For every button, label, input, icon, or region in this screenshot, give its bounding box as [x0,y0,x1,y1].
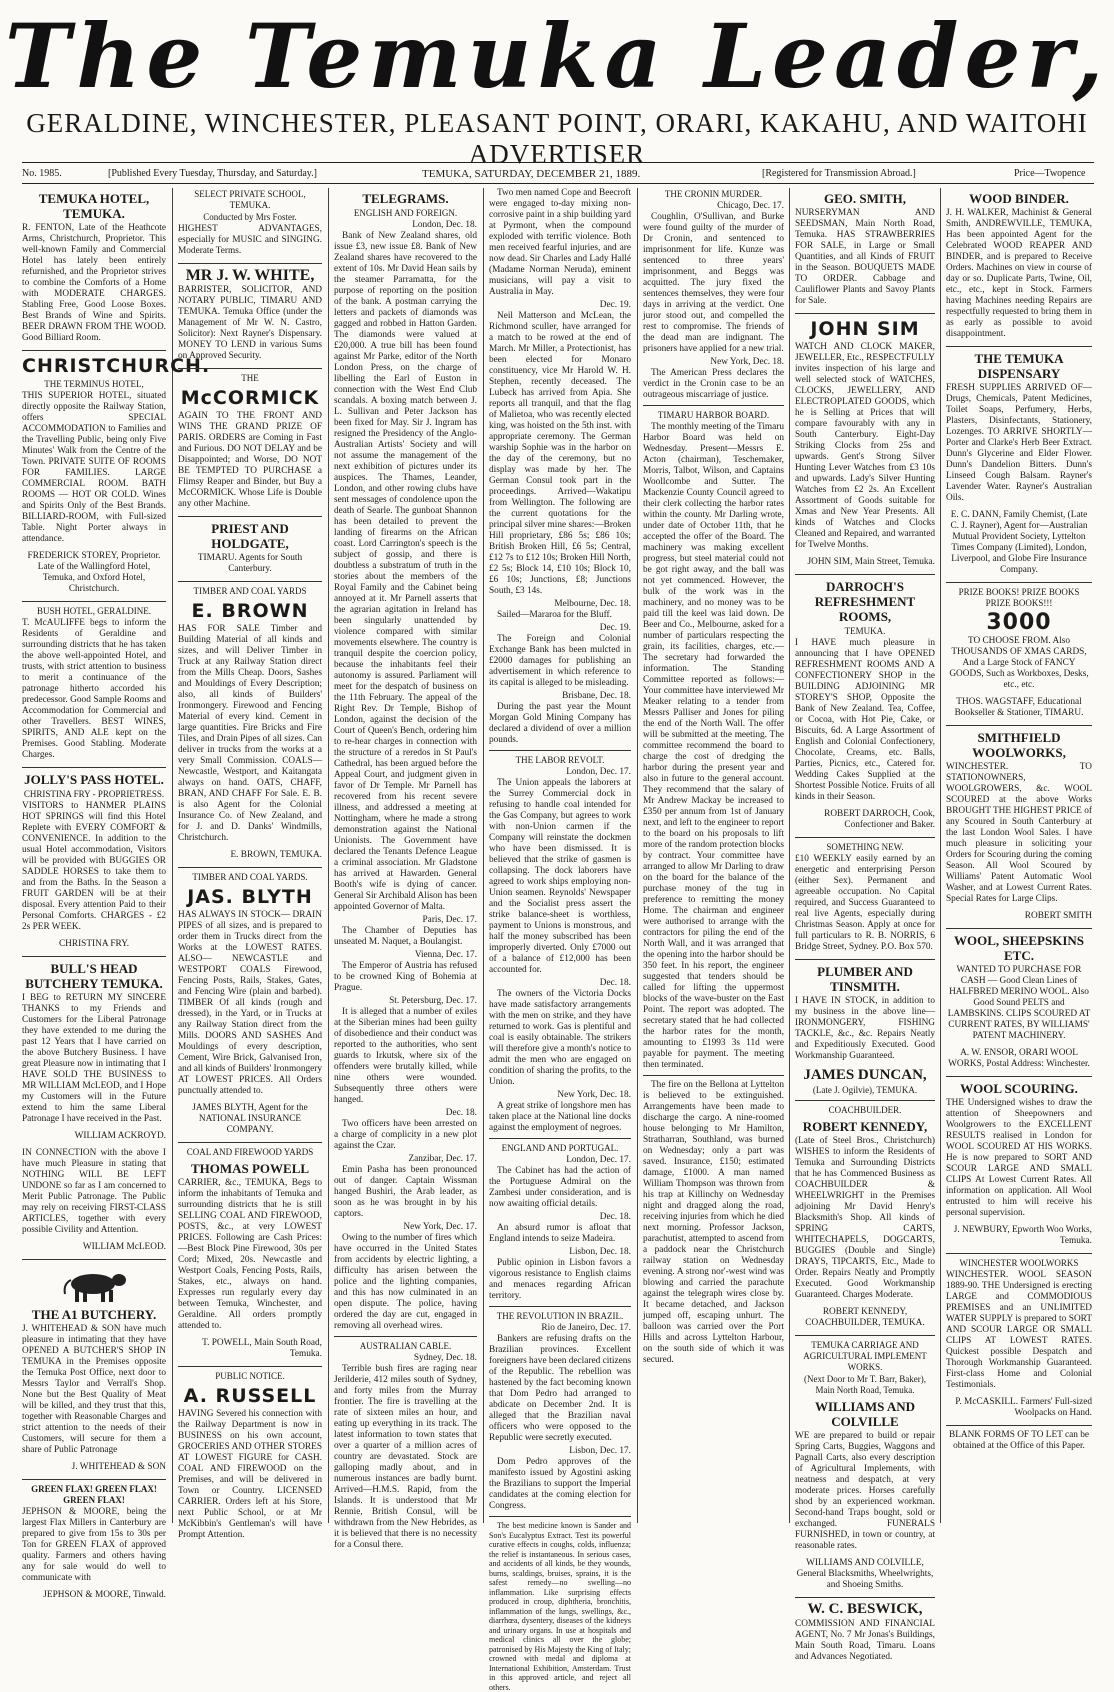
ad-heading: JOLLY'S PASS HOTEL. [24,772,164,787]
news-paragraph: Two men named Cope and Beecroft were engaged to-day mixing non-corrosive paint in a ship building yard at Pyrmont, when the compound exploded with terrific violence. Both men received fearful injuries, and are now dead. Sir Charles and Lady Hallé (Madame Norman Neruda), eminent musicians, will pay a visit to Australia in May. [489,188,631,297]
divider [178,867,322,868]
column-7 [946,188,1092,1523]
ad-signature: J. WHITEHEAD & SON [71,1462,166,1472]
ad-body: HIGHEST ADVANTAGES, especially for MUSIC and SINGING. Moderate Terms. [178,224,322,256]
ad-body: WE are prepared to build or repair Spring Carts, Buggies, Waggons and Pagnall Carts, also every description of Agricultural Implements, with neatness and despatch, at very moderate prices. Horses carefully shod by an experienced workman. Second-hand Traps bought, sold or exchanged. FUNERALS FURNISHED, in town or country, at reasonable rates. [795,1431,935,1551]
ad-body: THE Undersigned wishes to draw the attention of Sheepowners and Woolgrowers to the EXCELLENT RESULTS realised in London for WOOL SCOURED AT HIS WORKS. He is now prepared to SORT AND SCOUR LARGE AND SMALL CLIPS At Lowest Current Rates. All information on application. All Wool entrusted to him will receive his personal supervision. [946,1098,1092,1218]
ad-signature: ROBERT SMITH [1024,911,1092,921]
ad-body: HAVING Severed his connection with the Railway Department is now in BUSINESS on his own account, GROCERIES AND OTHER STORES AT LOWEST FIGURE for CASH. COAL AND FIREWOOD on the Premises, and will be delivered in Town or Country. LICENSED CARRIER. Orders left at his Store, next Public School, or at Mr McKibbin's Gentleman's will have Prompt Attention. [178,1409,322,1540]
divider [22,350,166,351]
dateline-entry: Lisbon, Dec. 18. [569,1247,631,1257]
ad-heading: WOOD BINDER. [969,191,1069,206]
column-5 [643,188,784,1523]
divider [946,346,1092,347]
dateline [22,166,1094,182]
dateline-entry: New York, Dec. 18. [710,357,784,367]
publication-schedule: [Published Every Tuesday, Thursday, and Saturday.] [108,168,317,179]
ad-body: NURSERYMAN AND SEEDSMAN, Main North Road, Temuka. HAS STRAWBERRIES FOR SALE, in Large or Small Quantities, and all Kinds of FRUIT in the Season. BOUQUETS MADE TO ORDER. Cabbage and Cauliflower Plants and Savoy Plants for Sale. [795,208,935,306]
dateline-entry: Rio de Janeiro, Dec. 17. [541,1323,631,1333]
news-paragraph: A great strike of longshore men has taken place at the National line docks against the employment of negroes. [489,1101,631,1133]
divider [22,1479,166,1480]
ad-heading: THE TEMUKA DISPENSARY [974,351,1064,381]
ad-heading: SMITHFIELD WOOLWORKS, [972,730,1066,760]
column-rule [637,188,638,1523]
column-rule [172,188,173,1523]
ad-heading: TEMUKA CARRIAGE AND AGRICULTURAL IMPLEMENT WORKS. [803,1340,927,1372]
ad-signature: JOHN SIM, Main Street, Temuka. [807,557,935,567]
ad-name: A. RUSSELL [183,1385,317,1407]
dateline-entry: Chicago, Dec. 17. [717,201,784,211]
news-paragraph: It is alleged that a number of exiles at the Siberian mines had been guilty of disobedience and their conduct was reported to the authorities, who sent guards to Irkutsk, where six of the offenders were brutally killed, while nine others were wounded. Subsequently three others were hanged. [334,1007,477,1105]
divider [643,405,784,406]
registration-note: [Registered for Transmission Abroad.] [762,168,916,179]
news-paragraph: The owners of the Victoria Docks have made satisfactory arrangements with the men on strike, and they have returned to work. Gas is plentiful and coal is easily obtainable. The strikers will therefore give a month's notice to admit the men who are engaged on condition of sharing the profits, to the Union. [489,989,631,1087]
ad-heading: W. C. BESWICK, [807,1601,923,1617]
ad-signature: P. McCASKILL. Farmers' Full-sized Woolpacks on Hand. [955,1397,1092,1418]
ad-name: JAMES DUNCAN, [803,1067,927,1083]
ad-subheading: THE TERMINUS HOTEL, [44,379,144,389]
ad-body: TO CHOOSE FROM. Also THOUSANDS OF XMAS CARDS, And a Large Stock of FANCY GOODS, Such as Workboxes, Desks, etc., etc. [949,636,1089,690]
ad-number: 3000 [986,610,1052,635]
ad-signature: JEPHSON & MOORE, Tinwald. [43,1590,166,1600]
dateline-entry: New York, Dec. 18. [557,1090,631,1100]
ad-signature: ROBERT DARROCH, Cook, Confectioner and Baker. [824,809,935,830]
divider [178,516,322,517]
ad-subheading: Conducted by Mrs Foster. [203,212,297,222]
news-paragraph: The best medicine known is Sander and Son's Eucalyptus Extract. Test its powerful curative effects in coughs, colds, influenza; the relief is instantaneous. In serious cases, and accidents of all kinds, be they wounds, burns, scaldings, bruises, sprains, it is the safest remedy—no swelling—no inflammation. Like surprising effects produced in croup, diphtheria, bronchitis, inflammation of the lungs, swellings, &c., diarrhœa, dysentery, diseases of the kidneys and urinary organs. In use at hospitals and medical clinics all over the globe; patronised by His Majesty the King of Italy; crowned with medal and diploma at International Exhibition, Amsterdam. Trust in this approved article, and reject all others. [489,1521,631,1692]
ad-body: WINCHESTER. TO STATIONOWNERS, WOOLGROWERS, &c. WOOL SCOURED at the above Works BROUGHT THE HIGHEST PRICE of any Scoured in South Canterbury at the last London Wool Sales. I have much pleasure in soliciting your Orders for Scouring during the coming Season. All Wool Scoured by Williams' Patent Automatic Wool Washer, and at Lowest Current Rates. Special Rates for Large Clips. [946,762,1092,904]
ad-subheading: TEMUKA. [844,626,886,636]
news-paragraph: The monthly meeting of the Timaru Harbor Board was held on Wednesday. Present—Messrs E. Acton (chairman), Teschemaker, Morris, Talbot, Wilson, and Captains Woollcombe and Sutter. The Mackenzie County Council agreed to their clerk collecting the harbor rates within the county. Mr Darling wrote, under date of October 11th, that he accepted the offer of the Board. The machinery was making excellent progress, but steel material could not be got right away, and the ball was not yet commenced. However, the bulk of the work was in the machinery, and no money was to be paid till the keel was laid down. De Beer and Co., Melbourne, asked for a number of particulars respecting the grain, its facilities, charges, etc.—The secretary had forwarded the information. The Standing Committee reported as follows:—Your committee have interviewed Mr Meaker relating to a tender from Messrs Palliser and Jones for piling the end of the North Wall. The offer will be submitted at the meeting. The committee recommend the board to charge the cost of dredging the harbor during the present year and also in future to the general account. They recommend that the salary of Mr Andrew Mackay be increased to £350 per annum from 1st of January next, and left to the engineer to report to the board on his proposals to lift more of the random protection blocks by contract. Your committee have arranged to allow Mr Darling to draw on the board for the balance of the purchase money of the tug in preference to remitting the money Home. The chairman and engineer were authorised to arrange with the contractors for piling the end of the North Wall, and it was arranged that the opening into the harbor should be 350 feet. In his report, the engineer suggested that tenders should be called for lifting the uppermost blocks of the wave-buster on the East Point. The report was adopted. The secretary stated that he had collected the harbor rates for the month, amounting to £1993 3s 11d were payable for payment. The meeting then terminated. [643,422,784,1070]
ad-heading: PRIEST AND HOLDGATE, [211,521,289,551]
ad-body: AGAIN TO THE FRONT AND WINS THE GRAND PRIZE OF PARIS. ORDERS are Coming in Fast and Furious. DO NOT DELAY and be Disappointed; and Worse, DO NOT BE TEMPTED TO PURCHASE a Flimsy Reaper and Binder, but Buy a McCORMICK. Whose Life is Double any other Machine. [178,411,322,509]
ad-heading: BUSH HOTEL, GERALDINE. [37,606,151,616]
price: Price—Twopence [1014,168,1086,179]
news-paragraph: Public opinion in Lisbon favors a vigorous resistance to English claims and menaces regarding African territory. [489,1258,631,1301]
ad-heading: DARROCH'S REFRESHMENT ROOMS, [814,579,916,624]
ad-signature: ROBERT KENNEDY, COACHBUILDER, TEMUKA. [805,1307,925,1328]
column-6 [795,188,935,1662]
dateline-entry: St. Petersburg, Dec. 17. [389,996,477,1006]
ad-name: THOMAS POWELL [190,1161,310,1176]
ad-signature: E. C. DANN, Family Chemist, (Late C. J. Rayner), Agent for—Australian Mutual Provident Society, Lyttelton Times Company (Limited), London, Liverpool, and Globe Fire Insurance Company. [950,510,1088,575]
news-paragraph: The American Press declares the verdict in the Cronin case to be an outrageous miscarriage of justice. [643,368,784,400]
news-paragraph: The Emperor of Austria has refused to be crowned King of Bohemia at Prague. [334,961,477,993]
section-heading: TELEGRAMS. [362,191,449,206]
column-1 [22,188,211,1600]
section-subheading: ENGLISH AND FOREIGN. [353,208,458,218]
dateline-rule [22,183,1094,184]
ad-heading: WINCHESTER WOOLWORKS [959,1258,1079,1268]
ad-name: ROBERT KENNEDY, [802,1119,928,1134]
section-heading: ENGLAND AND PORTUGAL. [501,1143,619,1153]
ad-heading: THE A1 BUTCHERY. [31,1307,157,1322]
ad-heading: WOOL, SHEEPSKINS ETC. [953,933,1085,963]
news-paragraph: Owing to the number of fires which have occurred in the United States from accidents by electric lighting, a difficulty has arisen between the police and the lighting companies, and this has now culminated in an open dispute. The police, having ordered the day are cut, engaged in removing all overhead wires. [334,1233,477,1331]
news-paragraph: The Chamber of Deputies has unseated M. Naquet, a Boulangist. [334,926,477,947]
dateline-entry: New York, Dec. 17. [403,1222,477,1232]
ad-body: CARRIER, &c., TEMUKA, Begs to inform the inhabitants of Temuka and surrounding districts that he is still SELLING COAL AND FIREWOOD, POSTS, &c., at very LOWEST PRICES. Following are Cash Prices:—Best Block Pine Firewood, 30s per Cord; Mixed, 20s. Newcastle and Westport Coals, Fencing Posts, Rails, Stakes, etc., always on hand. Expresses run regularly every day between Temuka, Winchester, and Geraldine. All orders promptly attended to. [178,1178,322,1331]
dateline-entry: London, Dec. 18. [412,220,477,230]
ad-body: BARRISTER, SOLICITOR, AND NOTARY PUBLIC, TIMARU AND TEMUKA. Temuka Office (under the Management of Mr W. N. Castro, Solicitor): Next Rayner's Dispensary. MONEY TO LEND in various Sums on Approved Security. [178,285,322,361]
ad-body: HAS ALWAYS IN STOCK— DRAIN PIPES of all sizes, and is prepared to order them in Trucks direct from the Works at the LOWEST RATES. ALSO— NEWCASTLE and WESTPORT COALS Firewood, Fencing Posts, Rails, Stakes, Gates, and Fencing Wire (plain and barbed). TIMBER Of all kinds (rough and dressed), in the Yard, or in Trucks at any Railway Station direct from the Mills. DOORS AND SASHES And Mouldings of every description, Cement, Wire Brick, Galvanised Iron, and all kinds of Builders' Ironmongery AT LOWEST PRICES. All Orders punctually attended to. [178,910,322,1096]
ad-heading: WOOL SCOURING. [960,1081,1078,1096]
divider [795,837,935,838]
dateline-entry: Sydney, Dec. 18. [413,1353,477,1363]
ad-signature: FREDERICK STOREY, Proprietor. Late of the Wallingford Hotel, Temuka, and Oxford Hotel, Christchurch. [27,551,161,594]
dateline-entry: Vienna, Dec. 17. [414,950,477,960]
ad-body: WATCH AND CLOCK MAKER, JEWELLER, Etc., RESPECTFULLY invites inspection of his large and well selected stock of WATCHES, CLOCKS, JEWELLERY, AND ELECTROPLATED GOODS, which he is Selling at Prices that will compare favourably with any in South Canterbury. Eight-Day Striking Clocks from 25s and upwards. Gent's Strong Silver Hunting Lever Watches from £3 10s and upwards. Lady's Silver Hunting Watches from £2 2s. An Excellent Assortment of Goods suitable for Xmas and New Year Presents. All kinds of Watches and Clocks Cleaned and Repaired, and warranted for Twelve Months. [795,342,935,550]
ad-heading: MR J. W. WHITE, [185,267,315,284]
section-heading: TIMARU HARBOR BOARD. [657,410,770,420]
ad-heading: SELECT PRIVATE SCHOOL, TEMUKA. [194,189,306,210]
newspaper-title: The Temuka Leader, [4,4,1110,108]
divider [22,601,166,602]
ad-body: I HAVE IN STOCK, in addition to my business in the above line—IRONMONGERY, FISHING TACKLE, &c., &c. Repairs Neatly and Expeditiously Executed. Good Workmanship Guaranteed. [795,996,935,1061]
news-paragraph: Coughlin, O'Sullivan, and Burke were found guilty of the murder of Dr Cronin, and sentenced to imprisonment for life. Kunze was sentenced to three years' imprisonment, and Beggs was acquitted. The jury fixed the sentences themselves, they were four days in arriving at the verdict. One juror stood out, and compelled the rest to compromise. The friends of the dead man are indignant. The prisoners have applied for a new trial. [643,212,784,354]
column-3 [334,188,477,1550]
divider [946,928,1092,929]
ad-heading: PUBLIC NOTICE. [215,1371,285,1381]
issue-number: No. 1985. [22,168,62,179]
ad-body: IN CONNECTION with the above I have much Pleasure in stating that NOTHING WILL BE LEFT UNDONE so far as I am concerned to Merit Public Patronage. The Public may rely on receiving FIRST-CLASS ARTICLES, together with every possible Civility and Attention. [22,1148,166,1235]
divider [489,750,631,751]
ad-signature: J. NEWBURY, Epworth Woo Works, Temuka. [953,1225,1092,1246]
divider [178,368,322,369]
ad-body: VISITORS to HANMER PLAINS HOT SPRINGS will find this Hotel Replete with EVERY COMFORT & CONVENIENCE. In addition to the usual Hotel accommodation, Visitors will be provided with BUGGIES OR SADDLE HORSES to take them to and from the Baths. In the Season a FRUIT GARDEN will be at their disposal. Every attention Paid to their Personal Comforts. CHARGES - £2 2s PER WEEK. [22,801,166,932]
divider [334,1336,477,1337]
dateline-entry: Dec. 18. [599,978,631,988]
top-rule [22,162,1094,163]
divider [946,1425,1092,1426]
ad-body: HAS FOR SALE Timber and Building Material of all kinds and sizes, and will Deliver Timber in Truck at any Railway Station direct from the Mills Cheap. Doors, Sashes and Mouldings of Every Description; also, all kinds of Builders' Ironmongery. Firewood and Fencing Material of every kind. Cement in large quantities. Fire Bricks and Fire Tiles, and Drain Pipes of all sizes. Can deliver in trucks from the works at a very Small Commission. COALS—Newcastle, Westport, and Kaitangata always on hand. OATS, CHAFF, BRAN, AND CHAFF For Sale. E. B. is also Agent for the Colonial Insurance Co. of New Zealand, and for J. and D. Danks' Windmills, Christchurch. [178,624,323,843]
ad-heading: COAL AND FIREWOOD YARDS [186,1147,314,1157]
column-2 [178,188,323,1540]
ad-heading: BULL'S HEAD BUTCHERY TEMUKA. [25,961,163,991]
ad-signature: THOS. WAGSTAFF, Educational Bookseller & Stationer, TIMARU. [954,697,1084,718]
section-heading: THE LABOR REVOLT. [515,755,605,765]
column-rule [483,188,484,1523]
divider [795,1335,935,1336]
column-rule [940,188,941,1523]
divider [178,1366,322,1367]
dateline-entry: London, Dec. 17. [566,1155,631,1165]
ad-body: WINCHESTER. WOOL SEASON 1889-90. THE Undersigned is erecting LARGE and COMMODIOUS PREMISES and an UNLIMITED WATER SUPPLY is prepared to SORT AND SCOUR LARGE OR SMALL CLIPS AT LOWEST RATES. Quickest possible Despatch and Thorough Workmanship Guaranteed. First-class Home and Colonial Testimonials. [946,1270,1092,1390]
column-rule [328,188,329,1523]
divider [22,1259,166,1260]
divider [178,581,322,582]
dateline-entry: Dec. 18. [599,1212,631,1222]
ad-body: R. FENTON, Late of the Heathcote Arms, Christchurch, Proprietor. This well-known Family and Commercial Hotel has lately been entirely refurnished, and the Proprietor strives to combine the Comforts of a Home with MODERATE CHARGES. Stabling Free, Good Loose Boxes. Best Brands of Wine and Spirits. BEER DRAWN FROM THE WOOD. Good Billiard Room. [22,223,166,343]
ad-heading: TIMBER AND COAL YARDS. [192,872,308,882]
divider [795,959,935,960]
dateline-entry: Dec. 19. [599,300,631,310]
ad-heading: TEMUKA HOTEL, TEMUKA. [38,191,150,221]
ad-body: COMMISSION AND FINANCIAL AGENT, No. 7 Mr Jonas's Buildings, Main South Road, Timaru. Loans and Advances Negotiated. [795,1619,935,1662]
ad-signature: T. POWELL, Main South Road, Temuka. [202,1338,322,1359]
news-paragraph: Sailed—Mararoa for the Bluff. [497,610,612,620]
ad-name: JAS. BLYTH [187,886,313,908]
news-paragraph: Bankers are refusing drafts on the Brazilian provinces. Excellent foreigners have been declared citizens of the Republic. The rebellion was hastened by the fact becoming known that Dom Pedro had arranged to abdicate on December 2nd. It is alleged that the Brazilian naval officers who were opposed to the Republic were secretly executed. [489,1334,631,1443]
ad-heading: GREEN FLAX! GREEN FLAX! GREEN FLAX! [31,1484,157,1505]
ad-body: TIMARU. Agents for South Canterbury. [197,553,303,574]
issue-date: TEMUKA, SATURDAY, DECEMBER 21, 1889. [422,168,641,180]
ad-subheading: (Next Door to Mr T. Barr, Baker), Main North Road, Temuka. [803,1374,927,1395]
ad-subheading: CHRISTINA FRY - PROPRIETRESS. [23,789,165,799]
divider [489,1516,631,1517]
divider [795,574,935,575]
ad-signature: A. W. ENSOR, ORARI WOOL WORKS, Postal Address: Winchester. [948,1048,1090,1069]
news-paragraph: The Cabinet has had the action of the Portuguese Admiral on the Zambesi under consideration, and is now awaiting official details. [489,1166,631,1209]
ad-heading: PRIZE BOOKS! PRIZE BOOKS PRIZE BOOKS!!! [958,587,1080,608]
divider [946,725,1092,726]
ad-heading: PLUMBER AND TINSMITH. [817,964,913,994]
dateline-entry: Dec. 19. [599,623,631,633]
section-heading: AUSTRALIAN CABLE. [359,1341,452,1351]
divider [643,1075,784,1076]
ad-body: JEPHSON & MOORE, being the largest Flax Millers in Canterbury are prepared to give from 15s to 30s per Ton for GREEN FLAX of approved quality. Farmers and others having any for sale would do well to communicate with [22,1507,166,1583]
ad-heading: SOMETHING NEW. [826,842,904,852]
news-paragraph: Two officers have been arrested on a charge of complicity in a new plot against the Czar. [334,1119,477,1151]
ad-body: FRESH SUPPLIES ARRIVED OF— Drugs, Chemicals, Patent Medicines, Toilet Soaps, Perfumery, Herbs, Plasters, Disinfectants, Stationery, Lozenges. TO ARRIVE SHORTLY— Porter and Clarke's Herb Beer Extract. Dunn's Glycerine and Elder Flower. Dunn's Dandelion Bitters. Dunn's Linseed Cough Balsam. Rayner's Lavender Water. Rayner's Australian Oils. [946,383,1092,503]
news-paragraph: Neil Matterson and McLean, the Richmond sculler, have arranged for a match to be rowed at the end of March. Mr Miller, a Protectionist, has been elected for Monaro constituency, vice Mr Harold W. H. Stephen, recently deceased. The Lubeck has arrived from Apia. She reports all tranquil, and that the flag of Malietoa, who was recently elected king, was hoisted on the 5th inst. with appropriate ceremony. The German warship Sophie was in the harbor on the day of the ceremony, but no display was made by her. The German Consul took part in the proceedings. Arrived—Wakatipu from Wellington. The following are the current quotations for the principal silver mine shares:—Broken Hill proprietary, £86 5s; £86 10s; British Broken Hill, £6 5s; Central, £12 7s to £12 10s; Broken Hill North, £2 5s; Block 14, £10 10s; Block 10, £6 10s; Junctions, £8; Junctions South, £3 14s. [489,311,631,596]
ad-heading: CHRISTCHURCH. [22,355,211,377]
ad-body: T. McAULIFFE begs to inform the Residents of Geraldine and surrounding districts that he has taken the above well-appointed Hotel, and trusts, with strict attention to business to merit a continuance of the patronage hitherto accorded his predecessor. Good Sample Rooms and Accommodation for Commercial and other Travellers. BEST WINES, SPIRITS, AND ALE kept on the Premises. Good Stabling. Moderate Charges. [22,618,166,760]
ad-body: I HAVE much pleasure in announcing that I have OPENED REFRESHMENT ROOMS AND A CONFECTIONERY SHOP in the BUILDING ADJOINING MR STOREY'S SHOP, Opposite the Bank of New Zealand. Tea, Coffee, or Cocoa, with Hot Pie, Cake, or Biscuits, 6d. A Large Assortment of English and Colonial Confectionery, Chocolate, Creams, etc. Balls, Parties, Picnics, etc., Catered for. Wedding Cakes Supplied at the Shortest Possible Notice. Fruits of all kinds in their Season. [795,638,935,802]
ad-heading: JOHN SIM [810,318,920,340]
ad-heading: GEO. SMITH, [824,191,906,206]
news-paragraph: The Union appeals the laborers at the Surrey Commercial dock in refusing to handle coal intended for the Gas Company, but agrees to work with non-Union carmen if the Company will reinstate the dockmen who have been dismissed. It is believed that the strike of gasmen is collapsing. The dock laborers have agreed to work ships employing non-Union seamen. Reynolds' Newspaper and the Socialist press assert the strike balance-sheet is worthless, payment to Unions is monstrous, and half the money subscribed has been improperly diverted. Only £7000 out of a balance of £12,000 has been accounted for. [489,778,631,975]
column-rule [789,188,790,1523]
dateline-entry: Dec. 18. [445,1108,477,1118]
news-paragraph: Dom Pedro approves of the manifesto issued by Agostini asking the Brazilians to support the Imperial candidates at the coming election for Congress. [489,1457,631,1511]
ad-body: WANTED TO PURCHASE FOR CASH — Good Clean Lines of HALFBRED MERINO WOOL. Also Good Sound PELTS and LAMBSKINS. CLIPS SCOURED AT CURRENT RATES, BY WILLIAMS' PATENT MACHINERY. [947,965,1091,1041]
news-paragraph: The fire on the Bellona at Lyttelton is believed to be extinguished. Arrangements have been made to discharge the cargo. A nine-roomed house belonging to Mr Hamilton, Stratharran, Southland, was burned on Wednesday; only a part was saved. Insurance, £150; estimated damage, £1000. A man named William Thompson was thrown from his trap at Killinchy on Wednesday night and dragged along the road, receiving injuries from which he died next morning. Professor Jackson, parachutist, attempted to ascend from a paddock near the Christchurch railway station on Wednesday evening. A strong nor'-west wind was blowing and carried the parachute against the telegraph wires close by. It became detached, and Jackson jumped off, escaping unhurt. The balloon was carried over the Port Hills and across Lyttelton Harbour, on the south side of which it was secured. [643,1080,784,1365]
divider [489,1138,631,1139]
ad-body: J. WHITEHEAD & SON have much pleasure in intimating that they have OPENED A BUTCHER'S SHOP IN TEMUKA in the Premises opposite the Temuka Post Office, next door to Messrs Taylor and Verrall's Shop. None but the Best Quality of Meat will be killed, and they trust that this, together with Reasonable Charges and strict attention to the needs of their Customers, will secure for them a share of Public Patronage [22,1324,166,1455]
divider [795,1100,935,1101]
newspaper-subtitle: GERALDINE, WINCHESTER, PLEASANT POINT, ORARI, KAKAHU, AND WAITOHI ADVERTISER [26,108,1088,169]
ad-heading: COACHBUILDER. [828,1105,902,1115]
news-paragraph: Bank of New Zealand shares, old issue £3, new issue £8. Bank of New Zealand shares have recovered to the extent of 10s. Mr David Hean sails by the steamer Parramatta, for the purpose of reporting on the position of the bank. A postman carrying the letters and packets of diamonds was gagged and robbed in Hatton Garden. The diamonds were valued at £20,000. A true bill has been found against Mr Parke, editor of the North London Press, on the charge of libelling the Earl of Euston in connection with the West End Club scandals. A boxing match between J. L. Sullivan and Peter Jackson has been fixed for May. Sir J. Ingram has resigned the Presidency of the Anglo-Australian Artists' Society and will not assume the management of the next exhibition of pictures under its auspices. The Thames, Leander, London, and other rowing clubs have sent messages of condolence upon the death of Searle. The gunboat Shannon has been detailed to prevent the landing of firearms on the African coast. Lord Carrington's speech is the subject of gossip, and there is doubtless a substratum of truth in the stories about the members of the Royal Family and the Cabinet being annoyed at it. Mr Parnell asserts that the agrarian agitation in Ireland has been singularly unattended by violence compared with similar movements elsewhere. The country is tranquil despite the coercion policy, because the inhabitants feel their autonomy is assured. Parliament will meet for the despatch of business on the 11th February. The appeal of the Right Rev. Dr Temple, Bishop of London, against the decision of the Court of Queen's Bench, ordering him to re-hear charges in connection with the structure of a reredos in St Paul's Cathedral, has been argued before the Appeal Court, and judgment given in favor of Dr Temple. Mr Parnell has recovered from his recent severe illness, and addressed a meeting at Nottingham, where he made a strong demonstration against the National Unionists. The Government have declared the Tenants Defence League a criminal association. Mr Gladstone has arrived at Hawarden. General Booth's wife is dying of cancer. General Sir Archibald Alison has been appointed Governor of Malta. [334,231,477,912]
divider [946,1253,1092,1254]
ad-signature: E. BROWN, TEMUKA. [230,850,322,860]
ad-subheading: THE [241,373,259,383]
divider [795,1597,935,1598]
ad-body: THIS SUPERIOR HOTEL, situated directly opposite the Railway Station, offers SPECIAL ACCOMMODATION to Families and the Travelling Public, being only Five Minutes' Walk from the Centre of the Town. PRIVATE SUITE OF ROOMS FOR FAMILIES. LARGE COMMERCIAL ROOM. BATH ROOMS — HOT OR COLD. Wines and Spirits Only of the Best Brands. BILLIARD-ROOM, with Full-sized Table. Night Porter always in attendance. [22,391,166,544]
ad-signature: CHRISTINA FRY. [58,939,130,949]
ad-body: I BEG to RETURN MY SINCERE THANKS to my Friends and Customers for the Liberal Patronage they have extended to me during the past 12 Years that I have carried on the above Butchery Business. I have great Pleasure now in intimating that I HAVE SOLD THE BUSINESS to MR WILLIAM McLEOD, and I Hope my Customers will in the Future extend to him the same Liberal Patronage I have received in the Past. [22,993,166,1124]
ad-name: WILLIAMS AND COLVILLE [814,1399,916,1429]
masthead [0,0,1114,169]
ad-signature: WILLIAMS AND COLVILLE, General Blacksmiths, Wheelwrights, and Shoeing Smiths. [796,1558,934,1590]
dateline-entry: Brisbane, Dec. 18. [562,691,631,701]
section-heading: THE REVOLUTION IN BRAZIL. [496,1311,624,1321]
dateline-entry: Paris, Dec. 17. [422,915,477,925]
column-4 [489,188,631,1692]
news-paragraph: The Foreign and Colonial Exchange Bank has been mulcted in £2000 damages for publishing an advertisement in which reference to its capital is alleged to be misleading. [489,634,631,688]
dateline-entry: Melbourne, Dec. 18. [554,599,631,609]
divider [489,1306,631,1307]
news-paragraph: Emin Pasha has been pronounced out of danger. Captain Wissman hanged Bushiri, the Arab leader, as soon as he was brought in by his captors. [334,1165,477,1219]
news-paragraph: During the past year the Mount Morgan Gold Mining Company has declared a dividend of over a million pounds. [489,702,631,745]
divider [946,582,1092,583]
bull-illustration-icon [59,1264,129,1304]
divider [22,956,166,957]
dateline-entry: Zanzibar, Dec. 17. [408,1154,477,1164]
divider [946,1076,1092,1077]
divider [795,313,935,314]
ad-heading: TIMBER AND COAL YARDS [193,586,307,596]
ad-signature: (Late J. Ogilvie), TEMUKA. [812,1085,918,1095]
divider [178,1142,322,1143]
news-paragraph: Terrible bush fires are raging near Jerilderie, 412 miles south of Sydney, and forty miles from the Murray frontier. The fire is travelling at the rate of sixteen miles an hour, and eating up everything in its track. The latest information to town states that over a quarter of a million acres of country are devastated. Stock are galloping madly about, and in numerous instances are badly burnt. Arrived—H.M.S. Rapid, from the Islands. It is understood that Mr Rennie, British Consul, will be withdrawn from the New Hebrides, as it is believed that there is no necessity for a Consul there. [334,1364,477,1550]
ad-name: E. BROWN [191,600,309,622]
news-paragraph: An absurd rumor is afloat that England intends to seize Madeira. [489,1223,631,1244]
section-heading: THE CRONIN MURDER. [664,189,763,199]
ad-signature: JAMES BLYTH, Agent for the NATIONAL INSURANCE COMPANY. [192,1103,308,1135]
ad-signature: WILLIAM ACKROYD. [74,1131,166,1141]
ad-body: BLANK FORMS OF TO LET can be obtained at the Office of this Paper. [949,1430,1089,1451]
ad-heading: McCORMICK [180,387,320,409]
dateline-entry: London, Dec. 17. [566,767,631,777]
ad-body: £10 WEEKLY easily earned by an energetic and enterprising Person (either Sex). Permanent and agreeable occupation. No Capital required, and Success Guaranteed to real live Agents, especially during Christmas Season. Apply at once for full particulars to R. B. NORRIS, 6 Bridge Street, Sydney. P.O. Box 570. [795,854,935,952]
ad-body: J. H. WALKER, Machinist & General Smith, ANDREWVILLE, TEMUKA, Has been appointed Agent for the Celebrated WOOD REAPER AND BINDER, and is prepared to Receive Orders. Machines on view in course of day or so. Duplicate Parts, Twine, Oil, etc., etc., kept in Stock. Farmers having Machines needing Repairs are respectfully requested to bring them in as early as possible to avoid disappointment. [946,208,1092,339]
divider [178,263,322,264]
ad-body: (Late of Steel Bros., Christchurch) WISHES to inform the Residents of Temuka and Surrounding Districts that he has Commenced Business as COACHBUILDER & WHEELWRIGHT in the Premises adjoining Mr David Henry's Blacksmith's Shop. All kinds of SPRING CARTS, WHITECHAPELS, DOGCARTS, BUGGIES (Double and Single) DRAYS, TIPCARTS, Etc., Made to Order. Repairs Neatly and Promptly Executed. Good Workmanship Guaranteed. Charges Moderate. [795,1136,935,1300]
divider [22,767,166,768]
dateline-entry: Lisbon, Dec. 17. [569,1446,631,1456]
ad-signature: WILLIAM McLEOD. [82,1242,166,1252]
